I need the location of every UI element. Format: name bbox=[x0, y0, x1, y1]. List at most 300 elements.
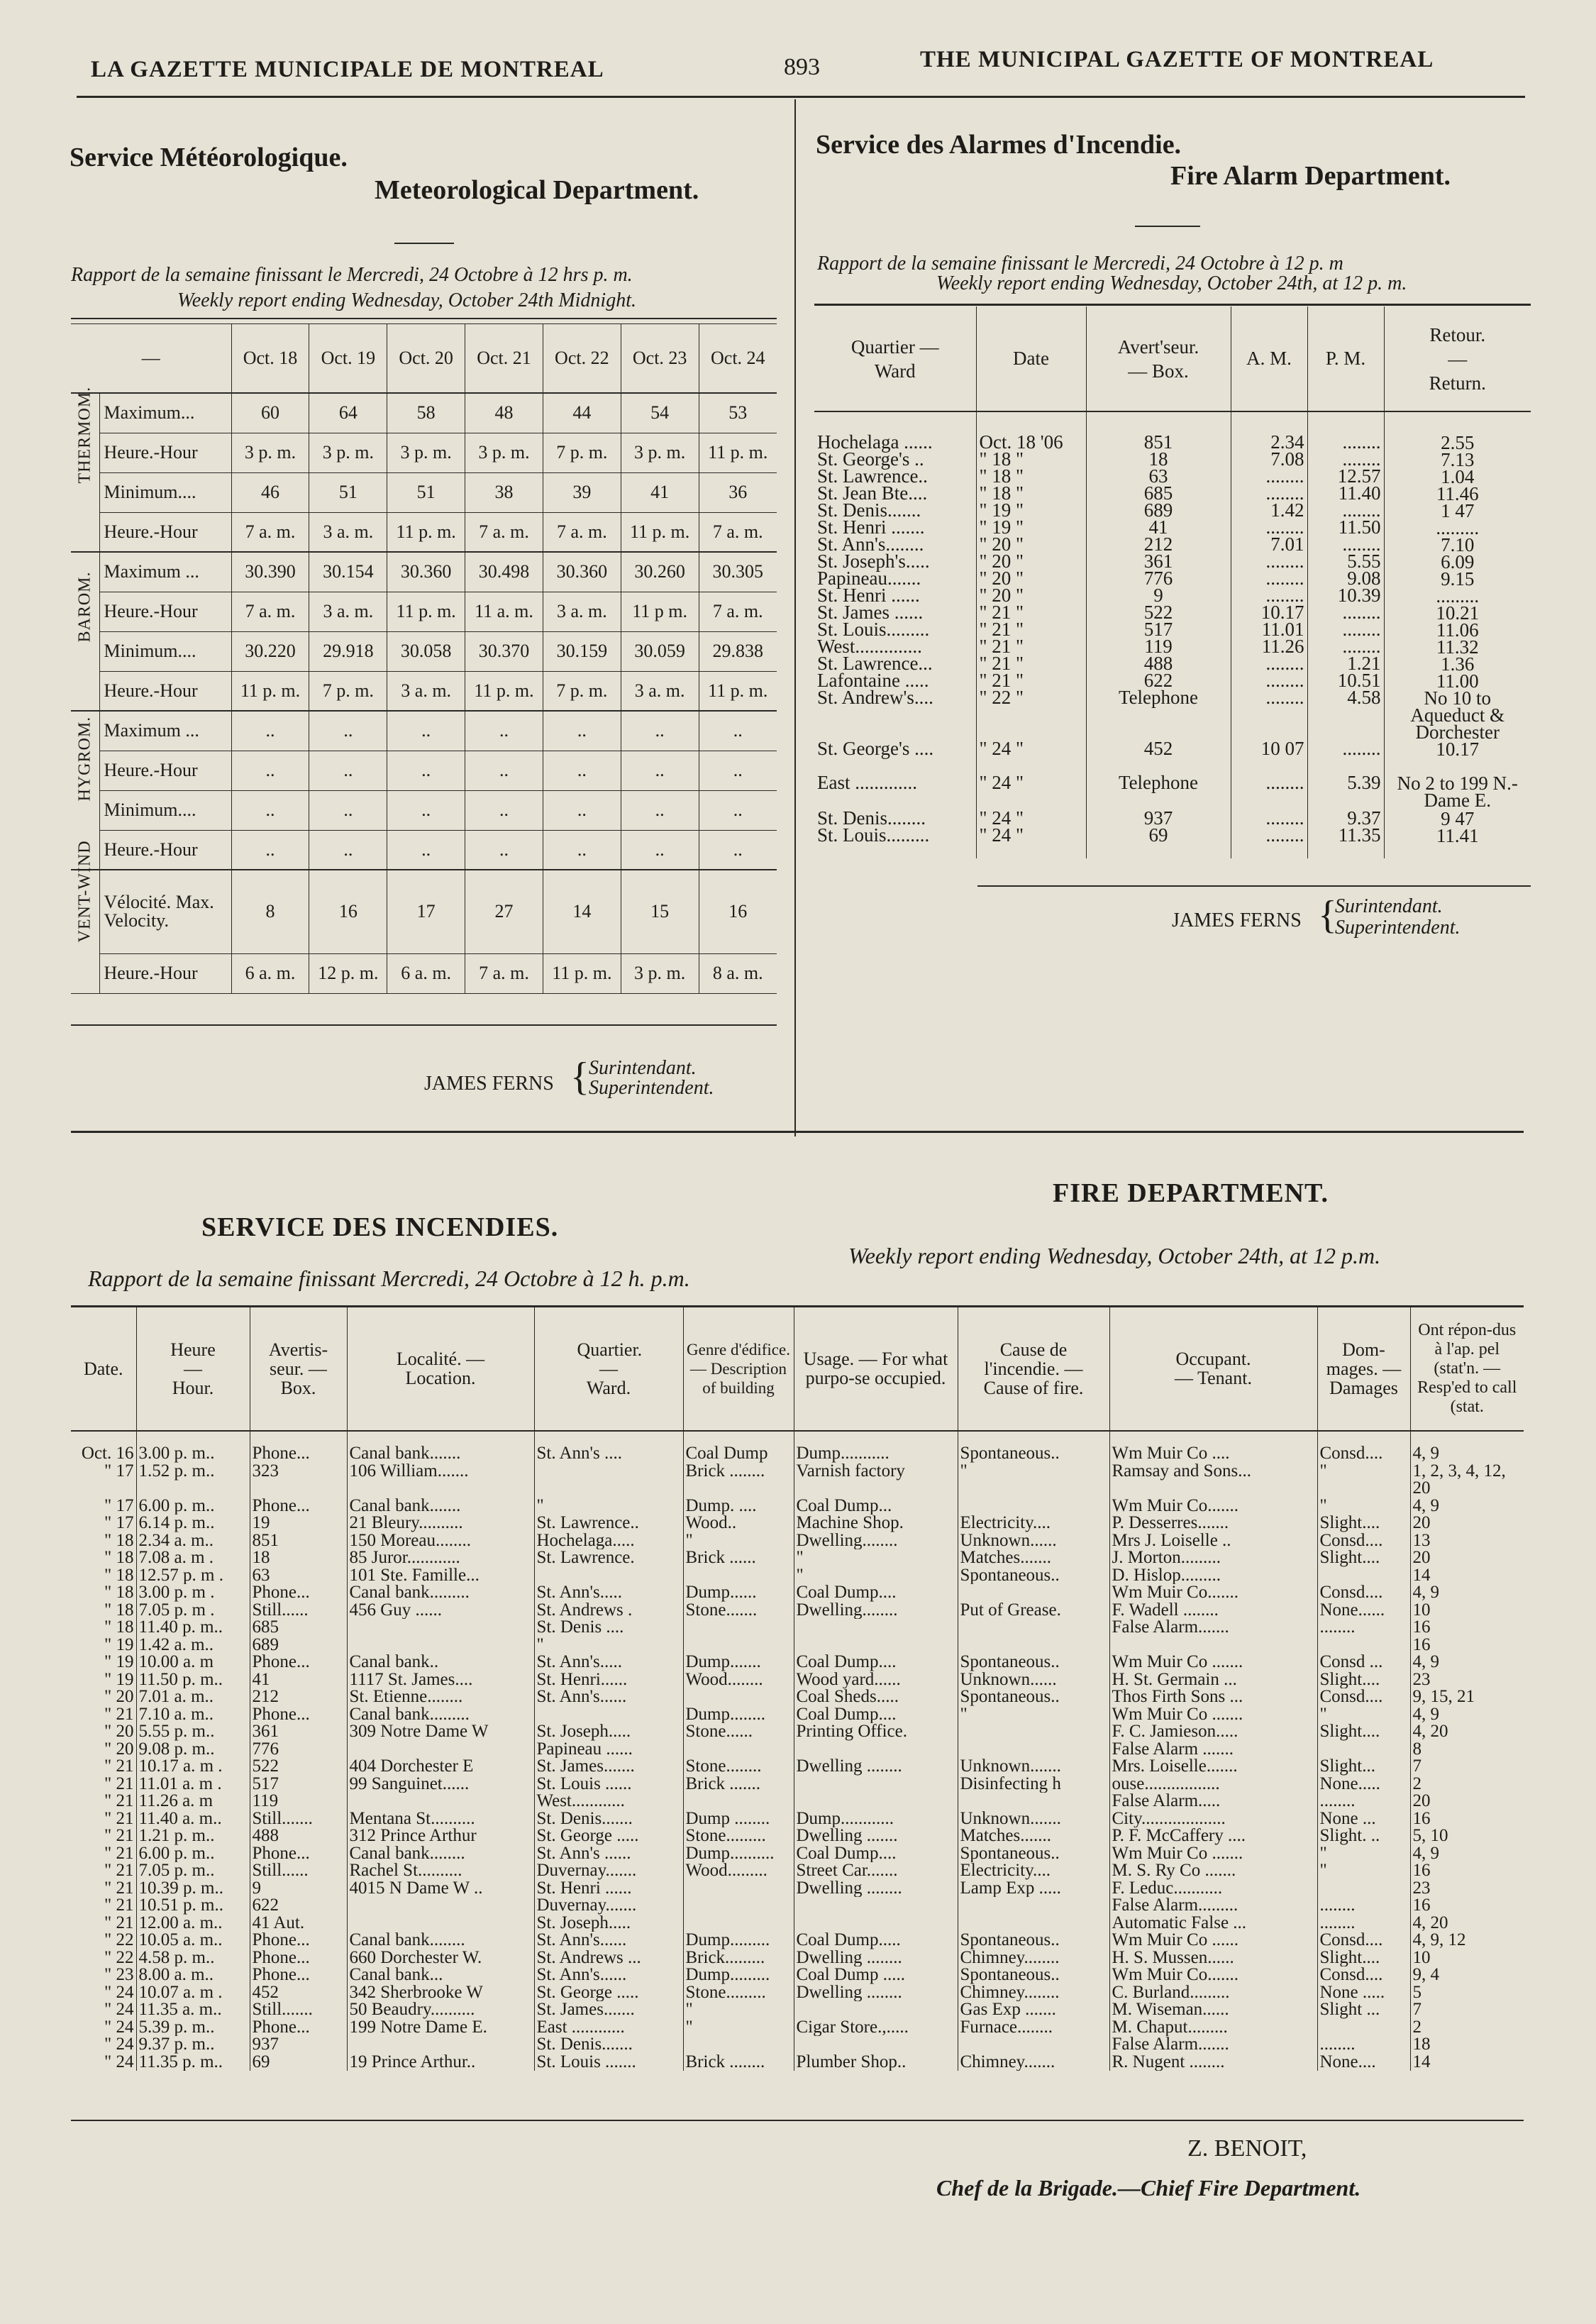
fire-date: " 18 bbox=[104, 1601, 134, 1619]
fire-usage: Machine Shop. bbox=[794, 1515, 958, 1532]
fire-damages: " bbox=[1317, 1862, 1410, 1880]
fire-location: 404 Dorchester E bbox=[347, 1758, 534, 1776]
meteo-cell: 3 p. m. bbox=[621, 953, 699, 993]
fire-box: 361 bbox=[250, 1723, 347, 1741]
fire-row bbox=[71, 2054, 1524, 2071]
fire-date: " 21 bbox=[104, 1775, 134, 1793]
fire-row bbox=[71, 1845, 1524, 1863]
fire-date: " 22 bbox=[104, 1949, 134, 1966]
fire-row bbox=[71, 1602, 1524, 1620]
fire-box: 9 bbox=[250, 1880, 347, 1898]
alarm-am: ........ bbox=[1231, 587, 1307, 604]
fire-ward: St. Joseph..... bbox=[534, 1723, 683, 1741]
alarm-pm: ........ bbox=[1307, 604, 1384, 621]
meteo-cell: 30.498 bbox=[465, 552, 543, 592]
alarm-return: No 10 to Aqueduct & Dorchester bbox=[1384, 690, 1531, 741]
fire-location: Canal bank......... bbox=[347, 1706, 534, 1724]
meteo-cell: .. bbox=[465, 711, 543, 751]
meteo-day-header: Oct. 19 bbox=[309, 324, 387, 394]
fire-ward bbox=[534, 1463, 683, 1498]
fire-tenant: H. S. Mussen...... bbox=[1109, 1949, 1317, 1967]
fire-date: " 21 bbox=[104, 1810, 134, 1827]
alarm-ward: St. Henri ....... bbox=[817, 516, 925, 538]
fire-cause: Spontaneous.. bbox=[958, 1845, 1109, 1863]
fire-row bbox=[71, 1463, 1524, 1498]
fire-tenant: City................... bbox=[1109, 1810, 1317, 1828]
alarm-pm: ........ bbox=[1307, 741, 1384, 775]
meteo-row bbox=[71, 472, 777, 512]
fire-ward: St. James....... bbox=[534, 1758, 683, 1776]
fire-building: Dump ........ bbox=[683, 1810, 794, 1828]
meteo-cell: 7 a. m. bbox=[699, 512, 777, 552]
fire-location bbox=[347, 1793, 534, 1810]
meteo-group-label bbox=[71, 840, 99, 993]
fire-building bbox=[683, 1793, 794, 1810]
fire-sign-role: Chef de la Brigade.—Chief Fire Department. bbox=[936, 2175, 1361, 2201]
fire-usage: Coal Dump.... bbox=[794, 1654, 958, 1671]
fire-hour: 11.35 p. m.. bbox=[136, 2054, 250, 2071]
alarm-am: 10 07 bbox=[1231, 741, 1307, 775]
fire-damages bbox=[1317, 1880, 1410, 1898]
alarm-pm: 9.08 bbox=[1307, 570, 1384, 587]
fire-usage: Wood yard...... bbox=[794, 1671, 958, 1689]
fire-row bbox=[71, 1758, 1524, 1776]
fire-tenant: P. F. McCaffery .... bbox=[1109, 1827, 1317, 1845]
alarm-return: 9 47 bbox=[1384, 810, 1531, 827]
fire-body bbox=[71, 1431, 1524, 2071]
meteo-day-header: Oct. 18 bbox=[231, 324, 309, 394]
fire-cause: Electricity.... bbox=[958, 1862, 1109, 1880]
fire-usage bbox=[794, 1619, 958, 1637]
meteo-row-label: Minimum.... bbox=[99, 472, 231, 512]
fire-usage: Street Car....... bbox=[794, 1862, 958, 1880]
fire-tenant: Wm Muir Co....... bbox=[1109, 1584, 1317, 1602]
fire-ward: St. Lawrence. bbox=[534, 1549, 683, 1567]
fire-box: 851 bbox=[250, 1532, 347, 1550]
fire-responded: 9, 15, 21 bbox=[1410, 1688, 1524, 1706]
meteo-cell: 30.059 bbox=[621, 631, 699, 671]
alarm-am: ........ bbox=[1231, 810, 1307, 827]
alarm-date: " 18 " bbox=[976, 468, 1086, 485]
fire-usage: " bbox=[794, 1549, 958, 1567]
alarm-title-en: Fire Alarm Department. bbox=[1170, 161, 1451, 191]
alarm-date: " 19 " bbox=[976, 519, 1086, 536]
fire-usage: Dump........... bbox=[794, 1445, 958, 1463]
fire-cause bbox=[958, 1619, 1109, 1637]
alarm-return: 6.09 bbox=[1384, 553, 1531, 570]
meteo-title-en: Meteorological Department. bbox=[375, 175, 699, 205]
fire-ward bbox=[534, 1706, 683, 1724]
alarm-ward: St. Joseph's..... bbox=[817, 550, 930, 572]
fire-usage: Coal Dump... bbox=[794, 1498, 958, 1515]
meteo-cell: 30.370 bbox=[465, 631, 543, 671]
meteo-cell: .. bbox=[387, 711, 465, 751]
fire-hour: 10.17 a. m . bbox=[136, 1758, 250, 1776]
meteo-row-label: Maximum ... bbox=[99, 552, 231, 592]
fire-responded: 10 bbox=[1410, 1602, 1524, 1620]
fire-row bbox=[71, 1793, 1524, 1810]
fire-hour: 10.39 p. m.. bbox=[136, 1880, 250, 1898]
meteo-row-label: Heure.-Hour bbox=[99, 830, 231, 870]
fire-header-cause: Cause de l'incendie. — Cause of fire. bbox=[958, 1307, 1109, 1431]
meteo-cell: .. bbox=[465, 751, 543, 790]
fire-row bbox=[71, 1671, 1524, 1689]
fire-box: Still...... bbox=[250, 1602, 347, 1620]
meteo-cell: 64 bbox=[309, 393, 387, 433]
fire-row bbox=[71, 1984, 1524, 2002]
alarm-pm: 11.50 bbox=[1307, 519, 1384, 536]
fire-row bbox=[71, 1498, 1524, 1515]
fire-tenant: Ramsay and Sons... bbox=[1109, 1463, 1317, 1498]
fire-ward: St. Louis ...... bbox=[534, 1776, 683, 1793]
fire-date: " 21 bbox=[104, 1879, 134, 1897]
fire-usage bbox=[794, 1741, 958, 1759]
alarm-am: 11.01 bbox=[1231, 621, 1307, 638]
alarm-header-box: Avert'seur. — Box. bbox=[1086, 306, 1231, 411]
fire-location: 1117 St. James.... bbox=[347, 1671, 534, 1689]
meteo-cell: .. bbox=[309, 790, 387, 830]
alarm-date: " 21 " bbox=[976, 655, 1086, 673]
fire-box: 488 bbox=[250, 1827, 347, 1845]
fire-tenant: C. Burland......... bbox=[1109, 1984, 1317, 2002]
fire-usage: Cigar Store.,..... bbox=[794, 2019, 958, 2037]
fire-tenant: False Alarm..... bbox=[1109, 1793, 1317, 1810]
fire-box: Still....... bbox=[250, 2001, 347, 2019]
fire-damages: Slight ... bbox=[1317, 2001, 1410, 2019]
alarm-row bbox=[814, 553, 1531, 570]
meteo-cell: 44 bbox=[543, 393, 621, 433]
alarm-am: ........ bbox=[1231, 827, 1307, 844]
meteo-report-fr: Rapport de la semaine finissant le Mercredi, 24 Octobre à 12 hrs p. m. bbox=[71, 264, 633, 286]
fire-hour: 5.39 p. m.. bbox=[136, 2019, 250, 2037]
alarm-am: 2.34 bbox=[1231, 434, 1307, 451]
fire-date: Oct. 16 bbox=[81, 1445, 134, 1463]
meteo-group-text: HYGROM. bbox=[75, 716, 94, 801]
page-number: 893 bbox=[784, 54, 820, 80]
fire-hour: 11.40 a. m.. bbox=[136, 1810, 250, 1828]
fire-building: Coal Dump bbox=[683, 1445, 794, 1463]
fire-header-tenant: Occupant. — Tenant. bbox=[1109, 1307, 1317, 1431]
fire-ward: St. Louis ....... bbox=[534, 2054, 683, 2071]
fire-cause bbox=[958, 1741, 1109, 1759]
meteo-cell: 11 p. m. bbox=[387, 592, 465, 631]
alarm-return: 2.55 bbox=[1384, 434, 1531, 451]
fire-tenant: Wm Muir Co ...... bbox=[1109, 1932, 1317, 1949]
meteo-cell: 29.918 bbox=[309, 631, 387, 671]
fire-row bbox=[71, 1567, 1524, 1585]
fire-row bbox=[71, 1654, 1524, 1671]
meteo-sign-fr: Surintendant. bbox=[589, 1057, 697, 1079]
fire-date: " 23 bbox=[104, 1966, 134, 1984]
meteo-sign-en: Superintendent. bbox=[589, 1077, 714, 1099]
alarm-box: Telephone bbox=[1086, 690, 1231, 741]
alarm-table bbox=[814, 306, 1531, 858]
fire-box: 776 bbox=[250, 1741, 347, 1759]
alarm-box: 522 bbox=[1086, 604, 1231, 621]
fire-tenant: False Alarm......... bbox=[1109, 1897, 1317, 1915]
fire-ward: St. Ann's...... bbox=[534, 1966, 683, 1984]
meteo-brace: { bbox=[570, 1055, 589, 1099]
alarm-return: 10.17 bbox=[1384, 741, 1531, 775]
alarm-pm: 5.55 bbox=[1307, 553, 1384, 570]
meteo-cell: 3 a. m. bbox=[543, 592, 621, 631]
fire-responded: 16 bbox=[1410, 1897, 1524, 1915]
fire-responded: 20 bbox=[1410, 1793, 1524, 1810]
meteo-row bbox=[71, 790, 777, 830]
alarm-report-en: Weekly report ending Wednesday, October 24th, at 12 p. m. bbox=[936, 272, 1407, 294]
fire-building bbox=[683, 1915, 794, 1932]
fire-building: " bbox=[683, 2019, 794, 2037]
alarm-pm: 11.35 bbox=[1307, 827, 1384, 844]
fire-responded: 20 bbox=[1410, 1549, 1524, 1567]
fire-title-en: FIRE DEPARTMENT. bbox=[1053, 1178, 1329, 1208]
meteo-cell: .. bbox=[621, 790, 699, 830]
alarm-am: ........ bbox=[1231, 570, 1307, 587]
fire-cause bbox=[958, 2036, 1109, 2054]
meteo-title-rule bbox=[394, 243, 454, 244]
fire-date: " 18 bbox=[104, 1532, 134, 1549]
fire-header-hour: Heure — Hour. bbox=[136, 1307, 250, 1431]
meteo-group-text: THERMOM. bbox=[75, 386, 94, 483]
meteo-cell: .. bbox=[621, 711, 699, 751]
fire-building: Dump......... bbox=[683, 1966, 794, 1984]
alarm-sign-en: Superintendent. bbox=[1335, 917, 1461, 939]
fire-ward: St. Denis....... bbox=[534, 2036, 683, 2054]
fire-box: 19 bbox=[250, 1515, 347, 1532]
fire-building: " bbox=[683, 1532, 794, 1550]
alarm-box: 361 bbox=[1086, 553, 1231, 570]
alarm-am: ........ bbox=[1231, 655, 1307, 673]
meteo-cell: 3 p. m. bbox=[621, 433, 699, 472]
fire-responded: 4, 9 bbox=[1410, 1445, 1524, 1463]
fire-usage: Coal Dump ..... bbox=[794, 1966, 958, 1984]
fire-cause bbox=[958, 1793, 1109, 1810]
fire-header-responded: Ont répon-dus à l'ap. pel (stat'n. — Resp'ed to call (stat. bbox=[1410, 1307, 1524, 1431]
fire-building: Dump....... bbox=[683, 1654, 794, 1671]
meteo-cell: 11 p. m. bbox=[465, 671, 543, 711]
fire-cause: Spontaneous.. bbox=[958, 1654, 1109, 1671]
fire-usage: " bbox=[794, 1567, 958, 1585]
fire-hour: 6.00 p. m.. bbox=[136, 1498, 250, 1515]
meteo-cell: 36 bbox=[699, 472, 777, 512]
alarm-date: " 20 " bbox=[976, 553, 1086, 570]
alarm-return: No 2 to 199 N.-Dame E. bbox=[1384, 775, 1531, 810]
fire-responded: 5 bbox=[1410, 1984, 1524, 2002]
fire-location bbox=[347, 2036, 534, 2054]
fire-location: Canal bank... bbox=[347, 1966, 534, 1984]
fire-damages: None.... bbox=[1317, 2054, 1410, 2071]
alarm-box: 622 bbox=[1086, 673, 1231, 690]
fire-tenant: False Alarm....... bbox=[1109, 2036, 1317, 2054]
meteo-cell: .. bbox=[543, 830, 621, 870]
fire-location: 21 Bleury.......... bbox=[347, 1515, 534, 1532]
fire-ward: Papineau ...... bbox=[534, 1741, 683, 1759]
fire-damages: " bbox=[1317, 1845, 1410, 1863]
alarm-return: 10.21 bbox=[1384, 604, 1531, 621]
alarm-date: " 20 " bbox=[976, 570, 1086, 587]
alarm-box: 9 bbox=[1086, 587, 1231, 604]
meteo-cell: 30.390 bbox=[231, 552, 309, 592]
meteo-row bbox=[71, 433, 777, 472]
fire-damages: None..... bbox=[1317, 1776, 1410, 1793]
alarm-am: ........ bbox=[1231, 468, 1307, 485]
alarm-ward: St. James ...... bbox=[817, 602, 924, 623]
meteo-day-header: Oct. 21 bbox=[465, 324, 543, 394]
fire-damages bbox=[1317, 1637, 1410, 1654]
alarm-header-date: Date bbox=[976, 306, 1086, 411]
fire-date: " 18 bbox=[104, 1584, 134, 1602]
fire-responded: 4, 9 bbox=[1410, 1654, 1524, 1671]
alarm-pm: ........ bbox=[1307, 434, 1384, 451]
fire-location: Rachel St.......... bbox=[347, 1862, 534, 1880]
meteo-day-header: Oct. 20 bbox=[387, 324, 465, 394]
fire-damages bbox=[1317, 1567, 1410, 1585]
fire-cause bbox=[958, 1897, 1109, 1915]
fire-report-en: Weekly report ending Wednesday, October 24th, at 12 p.m. bbox=[848, 1243, 1381, 1268]
fire-row bbox=[71, 2019, 1524, 2037]
meteo-cell: 11 p. m. bbox=[621, 512, 699, 552]
meteo-report-en: Weekly report ending Wednesday, October 24th Midnight. bbox=[177, 289, 636, 311]
alarm-pm: ........ bbox=[1307, 621, 1384, 638]
fire-damages: Consd ... bbox=[1317, 1654, 1410, 1671]
fire-date: " 18 bbox=[104, 1566, 134, 1584]
meteo-cell: 11 p. m. bbox=[699, 671, 777, 711]
meteo-cell: 3 p. m. bbox=[465, 433, 543, 472]
meteo-cell: 30.159 bbox=[543, 631, 621, 671]
alarm-report-fr: Rapport de la semaine finissant le Mercredi, 24 Octobre à 12 p. m bbox=[817, 253, 1343, 275]
fire-location: St. Etienne........ bbox=[347, 1688, 534, 1706]
alarm-date: " 20 " bbox=[976, 536, 1086, 553]
fire-box: 41 Aut. bbox=[250, 1915, 347, 1932]
fire-usage: Dwelling ....... bbox=[794, 1827, 958, 1845]
fire-hour: 7.05 p. m.. bbox=[136, 1862, 250, 1880]
running-header-right: THE MUNICIPAL GAZETTE OF MONTREAL bbox=[920, 47, 1434, 72]
fire-tenant: M. Chaput......... bbox=[1109, 2019, 1317, 2037]
alarm-date: " 22 " bbox=[976, 690, 1086, 741]
middle-section-rule bbox=[71, 1131, 1524, 1133]
meteo-cell: 60 bbox=[231, 393, 309, 433]
alarm-date: " 20 " bbox=[976, 587, 1086, 604]
meteo-cell: .. bbox=[699, 711, 777, 751]
fire-damages: Slight.... bbox=[1317, 1671, 1410, 1689]
fire-location: Canal bank....... bbox=[347, 1445, 534, 1463]
meteo-cell: .. bbox=[621, 830, 699, 870]
fire-usage: Coal Dump.... bbox=[794, 1584, 958, 1602]
fire-ward: Duvernay....... bbox=[534, 1862, 683, 1880]
fire-damages: None ... bbox=[1317, 1810, 1410, 1828]
meteo-cell: 11 p m. bbox=[621, 592, 699, 631]
meteo-cell: 54 bbox=[621, 393, 699, 433]
fire-ward: St. George ..... bbox=[534, 1984, 683, 2002]
meteo-cell: 46 bbox=[231, 472, 309, 512]
fire-row bbox=[71, 1723, 1524, 1741]
fire-responded: 14 bbox=[1410, 2054, 1524, 2071]
fire-building: " bbox=[683, 2001, 794, 2019]
meteo-cell: 3 a. m. bbox=[309, 512, 387, 552]
meteo-cell: 15 bbox=[621, 870, 699, 953]
fire-row bbox=[71, 1949, 1524, 1967]
fire-usage: Dwelling........ bbox=[794, 1532, 958, 1550]
alarm-pm: 1.21 bbox=[1307, 655, 1384, 673]
meteo-row-label: Vélocité. Max. Velocity. bbox=[99, 870, 231, 953]
fire-damages: Consd.... bbox=[1317, 1445, 1410, 1463]
fire-box: 522 bbox=[250, 1758, 347, 1776]
fire-responded: 16 bbox=[1410, 1619, 1524, 1637]
meteo-cell: 3 a. m. bbox=[309, 592, 387, 631]
fire-building bbox=[683, 1637, 794, 1654]
meteo-cell: .. bbox=[621, 751, 699, 790]
meteo-row-label: Minimum.... bbox=[99, 790, 231, 830]
meteo-cell: 7 p. m. bbox=[309, 671, 387, 711]
meteo-cell: 6 a. m. bbox=[387, 953, 465, 993]
meteo-row-label: Heure.-Hour bbox=[99, 512, 231, 552]
fire-damages: Slight. .. bbox=[1317, 1827, 1410, 1845]
alarm-title-rule bbox=[1135, 226, 1200, 227]
fire-row bbox=[71, 1776, 1524, 1793]
fire-location bbox=[347, 1619, 534, 1637]
fire-box: 212 bbox=[250, 1688, 347, 1706]
fire-building: Brick......... bbox=[683, 1949, 794, 1967]
fire-responded: 18 bbox=[1410, 2036, 1524, 2054]
meteo-cell: 30.360 bbox=[387, 552, 465, 592]
fire-location: Canal bank....... bbox=[347, 1498, 534, 1515]
meteo-row-label: Maximum ... bbox=[99, 711, 231, 751]
fire-usage: Varnish factory bbox=[794, 1463, 958, 1498]
alarm-ward: St. Lawrence... bbox=[817, 653, 933, 674]
alarm-date: " 24 " bbox=[976, 827, 1086, 844]
fire-spacer-cell bbox=[71, 1431, 136, 1445]
fire-ward: St. Denis .... bbox=[534, 1619, 683, 1637]
meteo-group-text: VENT-WIND bbox=[75, 840, 94, 943]
alarm-ward: Hochelaga ...... bbox=[817, 431, 933, 453]
fire-responded: 1, 2, 3, 4, 12, 20 bbox=[1410, 1463, 1524, 1498]
alarm-box: 685 bbox=[1086, 485, 1231, 502]
fire-location: Canal bank.. bbox=[347, 1654, 534, 1671]
header-rule bbox=[77, 96, 1525, 98]
fire-building bbox=[683, 1619, 794, 1637]
alarm-row bbox=[814, 827, 1531, 844]
fire-box: Phone... bbox=[250, 1584, 347, 1602]
meteo-day-header: Oct. 24 bbox=[699, 324, 777, 394]
fire-usage: Coal Dump.... bbox=[794, 1845, 958, 1863]
fire-damages: " bbox=[1317, 1706, 1410, 1724]
fire-usage bbox=[794, 2001, 958, 2019]
fire-cause bbox=[958, 1723, 1109, 1741]
meteo-body bbox=[71, 386, 777, 993]
fire-tenant: ouse................. bbox=[1109, 1776, 1317, 1793]
fire-hour: 10.07 a. m . bbox=[136, 1984, 250, 2002]
meteo-cell: 7 a. m. bbox=[465, 953, 543, 993]
fire-cause: Put of Grease. bbox=[958, 1602, 1109, 1620]
fire-ward bbox=[534, 1567, 683, 1585]
alarm-date: Oct. 18 '06 bbox=[976, 434, 1086, 451]
fire-hour: 1.52 p. m.. bbox=[136, 1463, 250, 1498]
fire-cause: Disinfecting h bbox=[958, 1776, 1109, 1793]
fire-hour: 1.42 a. m.. bbox=[136, 1637, 250, 1654]
meteo-cell: 38 bbox=[465, 472, 543, 512]
meteo-cell: 30.305 bbox=[699, 552, 777, 592]
meteo-cell: .. bbox=[231, 830, 309, 870]
meteo-cell: .. bbox=[543, 790, 621, 830]
alarm-box: 776 bbox=[1086, 570, 1231, 587]
fire-damages: Consd.... bbox=[1317, 1688, 1410, 1706]
meteo-row bbox=[71, 711, 777, 751]
meteo-group-label bbox=[71, 386, 99, 552]
alarm-am: 10.17 bbox=[1231, 604, 1307, 621]
meteo-cell: 7 a. m. bbox=[699, 592, 777, 631]
alarm-box: 212 bbox=[1086, 536, 1231, 553]
alarm-date: " 21 " bbox=[976, 673, 1086, 690]
